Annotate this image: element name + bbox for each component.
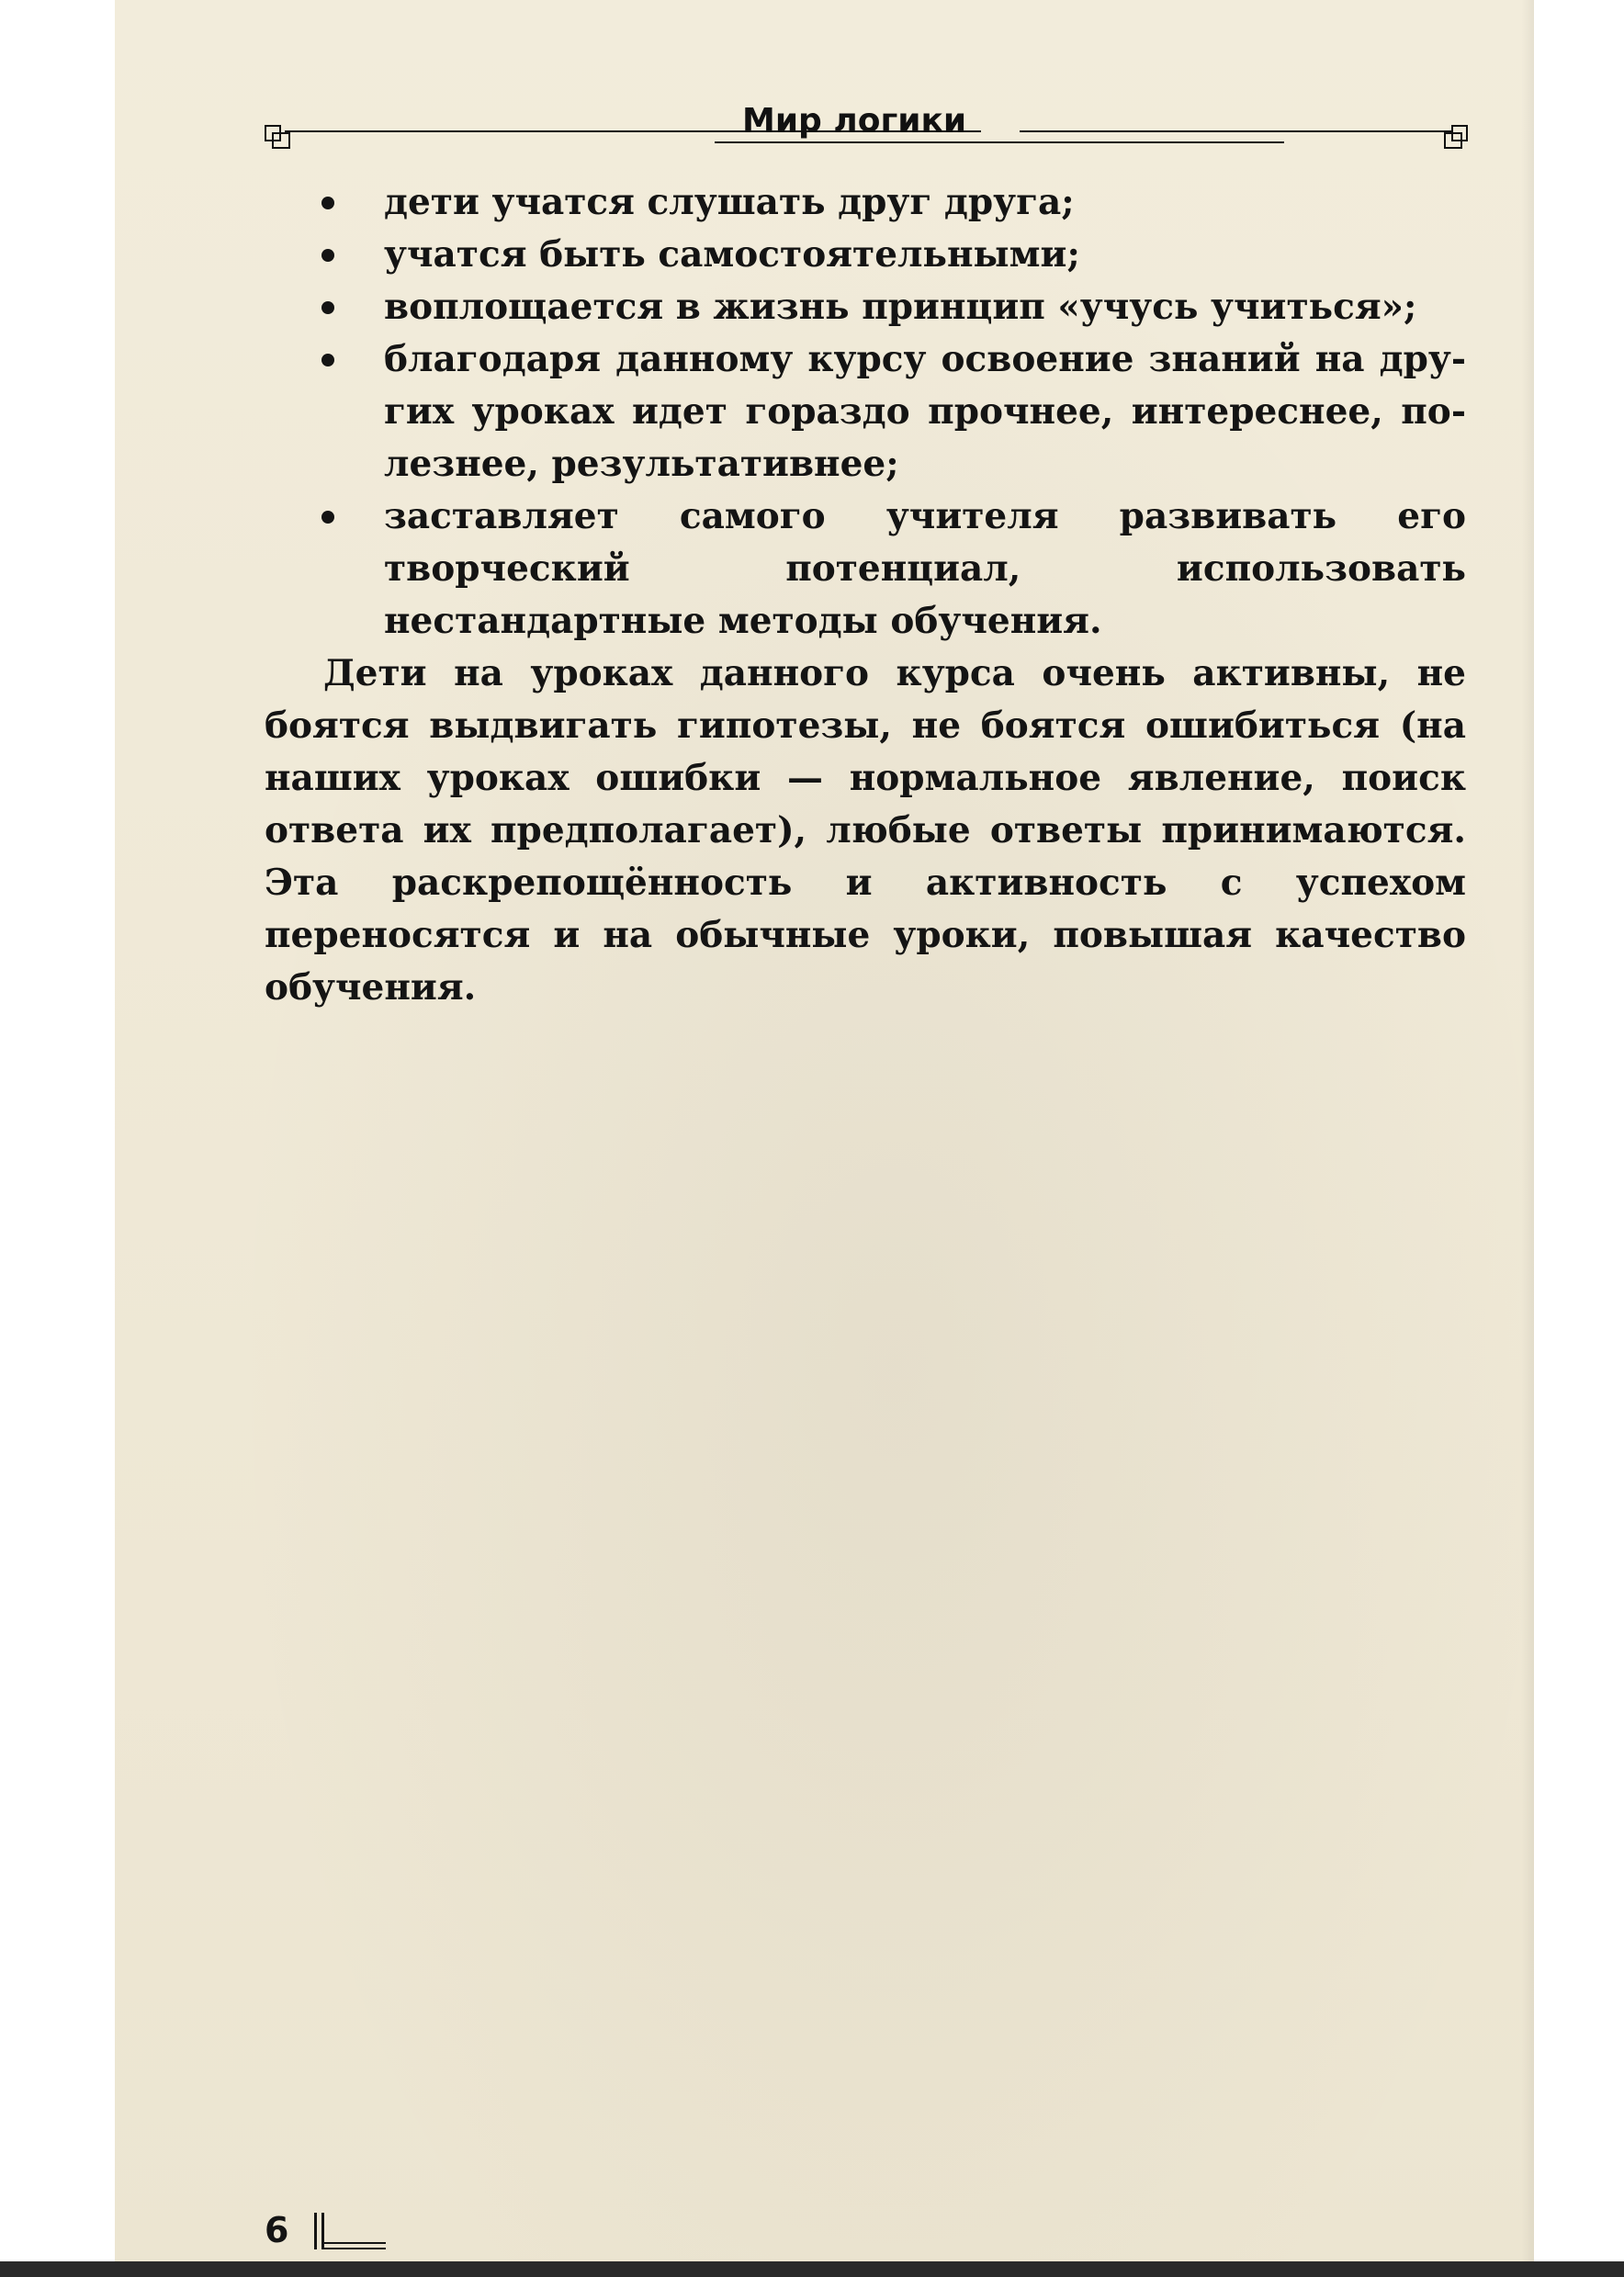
bullet-icon <box>321 197 334 209</box>
bullet-icon <box>321 354 334 366</box>
header-corner-ornament-right-inner <box>1444 132 1462 149</box>
list-item <box>265 490 1466 648</box>
scan-bottom-border <box>0 2261 1624 2277</box>
page-edge-shadow <box>1521 0 1534 2277</box>
bullet-icon <box>321 511 334 524</box>
body-paragraph: Дети на уроках данного курса очень активны, не боятся выдвигать гипотезы, не боятся ошибиться (на наших уроках ошибки — нормальное явление, поиск ответа их предполагает), любые ответы принимаются. Эта раскрепощённость и активность с успехом переносятся и на обычные уроки, повышая качество обучения. <box>265 652 1466 1009</box>
list-item <box>265 281 1466 333</box>
header-title-underline <box>715 141 1284 143</box>
list-item-text: благодаря данному курсу освоение знаний на других уроках идет гораздо прочнее, интереснее, полезнее, результативнее; <box>384 338 1466 485</box>
list-item <box>265 229 1466 281</box>
bullet-list <box>265 176 1466 648</box>
footer-ornament-bar <box>321 2213 324 2249</box>
list-item-text: заставляет самого учителя развивать его творческий потенциал, использовать нестандартные методы обучения. <box>384 495 1466 642</box>
bullet-icon <box>321 249 334 262</box>
footer-ornament-rule <box>321 2242 386 2244</box>
page-number: 6 <box>265 2210 289 2250</box>
bullet-icon <box>321 301 334 314</box>
running-header <box>265 99 1472 154</box>
footer-ornament-rule <box>321 2248 386 2249</box>
list-item-text: учатся быть самостоятельными; <box>384 233 1080 276</box>
page-footer <box>265 2209 412 2264</box>
footer-ornament-bar <box>314 2213 317 2249</box>
running-header-title: Мир логики <box>742 102 967 140</box>
list-item <box>265 333 1466 490</box>
list-item-text: дети учатся слушать друг друга; <box>384 181 1075 223</box>
list-item <box>265 176 1466 229</box>
header-corner-ornament-left-inner <box>272 132 290 149</box>
list-item-text: воплощается в жизнь принцип «учусь учиться»; <box>384 286 1417 328</box>
body-text <box>265 176 1466 1014</box>
